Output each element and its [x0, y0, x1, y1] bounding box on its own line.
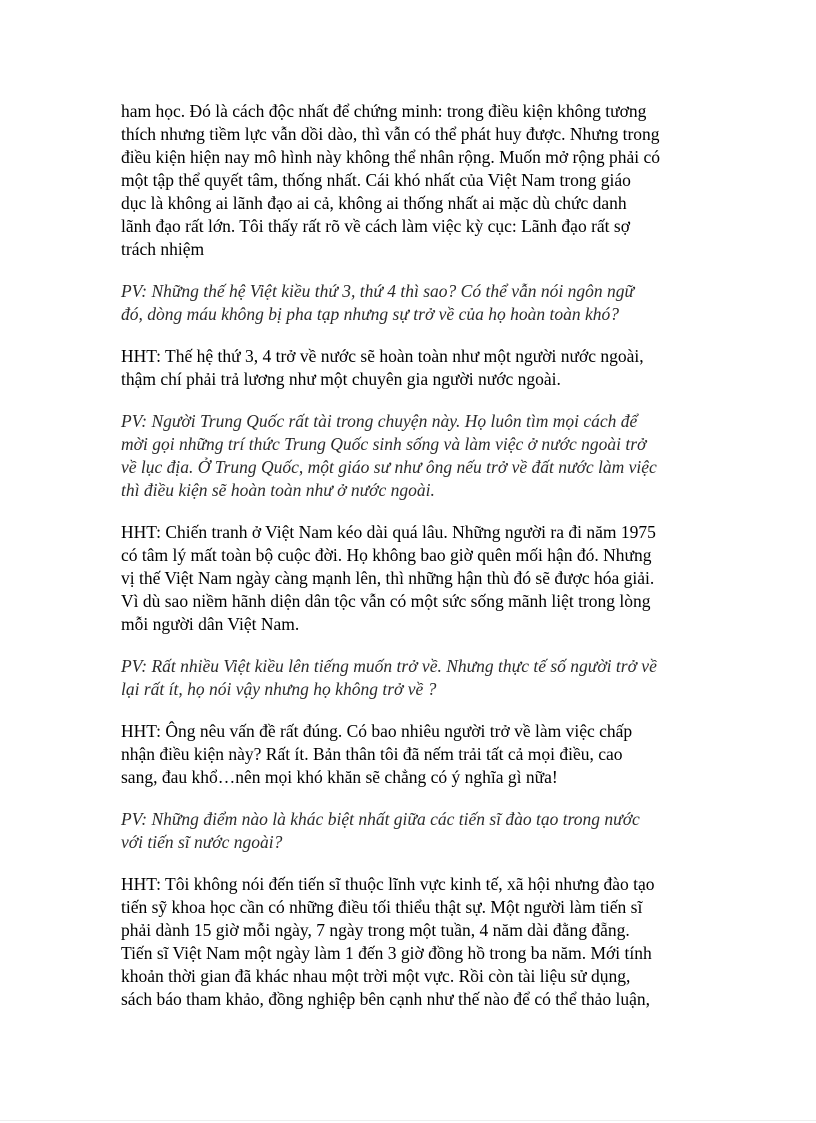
text-line: vị thế Việt Nam ngày càng mạnh lên, thì những hận thù đó sẽ được hóa giải. — [121, 568, 655, 588]
text-line: đó, dòng máu không bị pha tạp nhưng sự trở về của họ hoàn toàn khó? — [121, 304, 619, 324]
text-line: khoản thời gian đã khác nhau một trời một vực. Rồi còn tài liệu sử dụng, — [121, 966, 631, 986]
text-line: một tập thể quyết tâm, thống nhất. Cái khó nhất của Việt Nam trong giáo — [121, 170, 631, 190]
text-line: điều kiện hiện nay mô hình này không thể nhân rộng. Muốn mở rộng phải có — [121, 147, 661, 167]
text-line: mời gọi những trí thức Trung Quốc sinh sống và làm việc ở nước ngoài trở — [121, 434, 647, 454]
text-line: HHT: Chiến tranh ở Việt Nam kéo dài quá lâu. Những người ra đi năm 1975 — [121, 522, 656, 542]
interview-answer — [121, 873, 705, 1011]
text-line: thì điều kiện sẽ hoàn toàn như ở nước ngoài. — [121, 480, 435, 500]
text-line: trách nhiệm — [121, 239, 205, 259]
text-line: Tiến sĩ Việt Nam một ngày làm 1 đến 3 giờ đồng hồ trong ba năm. Mới tính — [121, 943, 652, 963]
text-line: thích nhưng tiềm lực vẫn dồi dào, thì vẫn có thể phát huy được. Nhưng trong — [121, 124, 660, 144]
text-line: PV: Những điểm nào là khác biệt nhất giữa các tiến sĩ đào tạo trong nước — [121, 809, 640, 829]
text-line: thậm chí phải trả lương như một chuyên gia người nước ngoài. — [121, 369, 561, 389]
document-body — [121, 100, 705, 1030]
text-line: có tâm lý mất toàn bộ cuộc đời. Họ không bao giờ quên mối hận đó. Nhưng — [121, 545, 652, 565]
text-line: nhận điều kiện này? Rất ít. Bản thân tôi đã nếm trải tất cả mọi điều, cao — [121, 744, 623, 764]
text-line: PV: Người Trung Quốc rất tài trong chuyện này. Họ luôn tìm mọi cách để — [121, 411, 638, 431]
text-line: PV: Những thế hệ Việt kiều thứ 3, thứ 4 thì sao? Có thể vẫn nói ngôn ngữ — [121, 281, 635, 301]
text-line: sách báo tham khảo, đồng nghiệp bên cạnh như thế nào để có thể thảo luận, — [121, 989, 650, 1009]
interview-question — [121, 410, 705, 502]
page-bottom-edge — [0, 1120, 816, 1121]
text-line: dục là không ai lãnh đạo ai cả, không ai thống nhất ai mặc dù chức danh — [121, 193, 627, 213]
text-line: mỗi người dân Việt Nam. — [121, 614, 300, 634]
text-line: sang, đau khổ…nên mọi khó khăn sẽ chẳng có ý nghĩa gì nữa! — [121, 767, 558, 787]
text-line: lại rất ít, họ nói vậy nhưng họ không trở về ? — [121, 679, 437, 699]
text-line: HHT: Thế hệ thứ 3, 4 trở về nước sẽ hoàn toàn như một người nước ngoài, — [121, 346, 644, 366]
text-line: lãnh đạo rất lớn. Tôi thấy rất rõ về cách làm việc kỳ cục: Lãnh đạo rất sợ — [121, 216, 630, 236]
text-line: HHT: Tôi không nói đến tiến sĩ thuộc lĩnh vực kinh tế, xã hội nhưng đào tạo — [121, 874, 655, 894]
text-line: Vì dù sao niềm hãnh diện dân tộc vẫn có một sức sống mãnh liệt trong lòng — [121, 591, 651, 611]
interview-question — [121, 655, 705, 701]
text-line: với tiến sĩ nước ngoài? — [121, 832, 283, 852]
text-line: tiến sỹ khoa học cần có những điều tối thiểu thật sự. Một người làm tiến sĩ — [121, 897, 643, 917]
text-line: phải dành 15 giờ mỗi ngày, 7 ngày trong một tuần, 4 năm dài đằng đẵng. — [121, 920, 630, 940]
interview-answer — [121, 345, 705, 391]
interview-question — [121, 280, 705, 326]
text-line: HHT: Ông nêu vấn đề rất đúng. Có bao nhiêu người trở về làm việc chấp — [121, 721, 633, 741]
text-line: ham học. Đó là cách độc nhất để chứng minh: trong điều kiện không tương — [121, 101, 647, 121]
text-line: PV: Rất nhiều Việt kiều lên tiếng muốn trở về. Nhưng thực tế số người trở về — [121, 656, 657, 676]
interview-answer — [121, 720, 705, 789]
interview-answer — [121, 521, 705, 636]
interview-answer — [121, 100, 705, 261]
interview-question — [121, 808, 705, 854]
text-line: về lục địa. Ở Trung Quốc, một giáo sư như ông nếu trở về đất nước làm việc — [121, 457, 657, 477]
